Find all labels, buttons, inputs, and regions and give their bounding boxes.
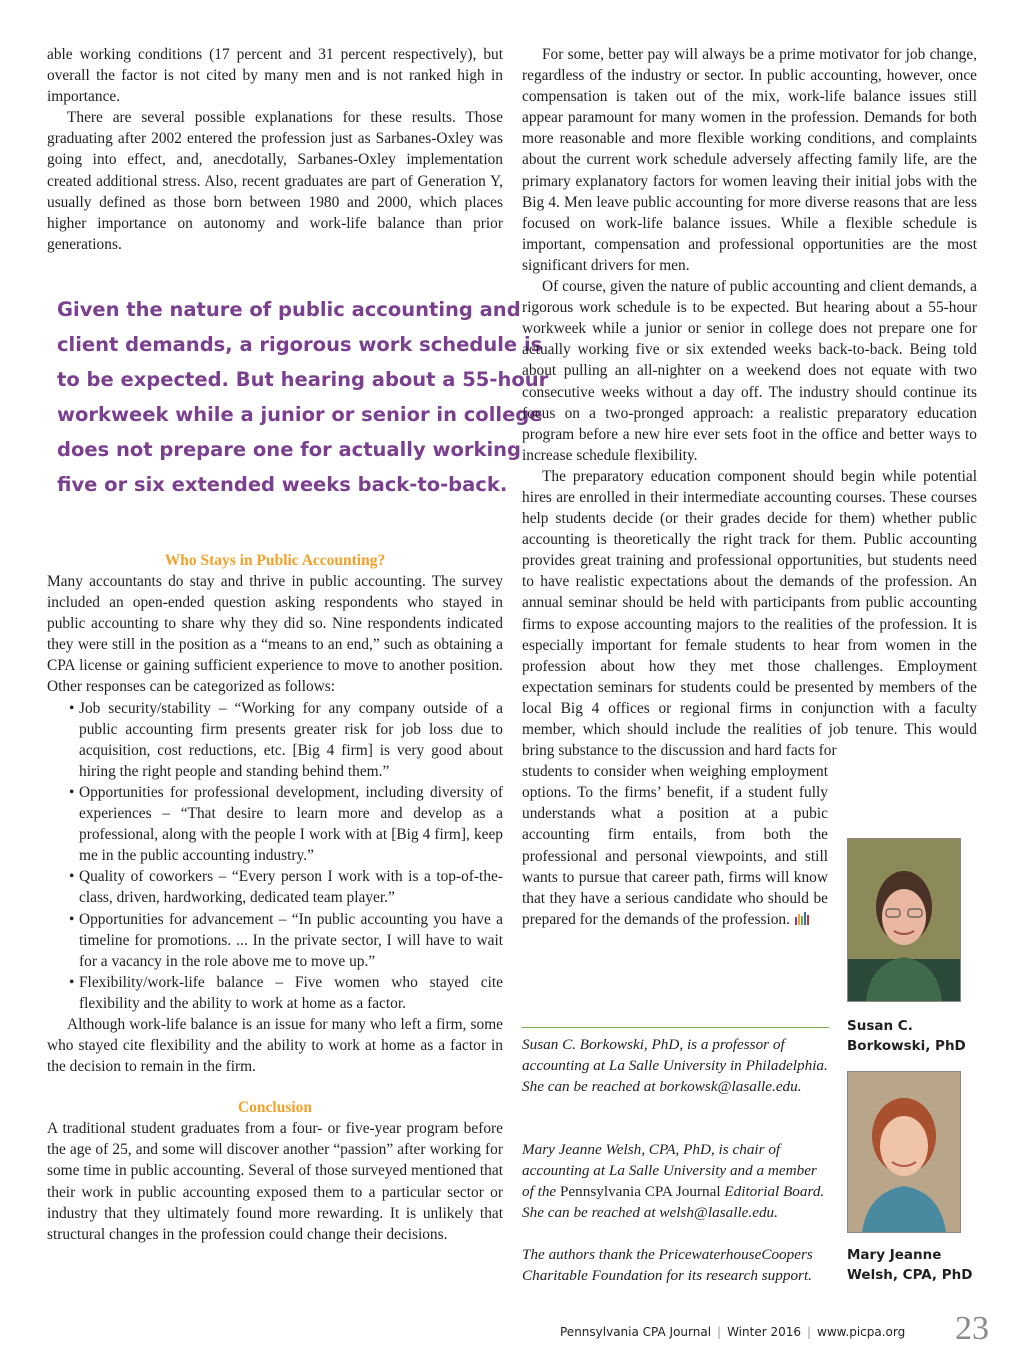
paragraph: Although work-life balance is an issue for many who left a firm, some who stayed cite flexibility and the ability to work at home as a factor in the decision to remain in the firm. — [47, 1015, 503, 1076]
portrait-icon — [848, 839, 960, 1001]
paragraph-wrapped — [522, 761, 828, 930]
list-item: • Job security/stability – “Working for any company outside of a public accounting firm presents greater risk for job loss due to acquisition, cost reductions, etc. [Big 4 firm] is very good about hiring the right people and standing behind them.” — [47, 698, 503, 782]
paragraph: For some, better pay will always be a prime motivator for job change, regardless of the industry or sector. In public accounting, however, once compensation is taken out of the mix, work-life balance issues still appear paramount for many women in the profession. Demands for both more reasonable and more flexible working conditions, and complaints about the current work schedule adversely affecting family life, are the primary explanatory factors for women leaving their initial jobs with the Big 4. Men leave public accounting for more diverse reasons that are less focused on work-life balance issues. While a flexible schedule is important, compensation and professional opportunities are the most significant drivers for men. — [522, 46, 977, 274]
bio-borkowski: Susan C. Borkowski, PhD, is a professor of accounting at La Salle University in Philadelphia. She can be reached at borkowsk@lasalle.edu. — [522, 1036, 828, 1096]
author-photo-borkowski — [847, 838, 961, 1002]
bio-welsh-text: Mary Jeanne Welsh, CPA, PhD, is chair of accounting at La Salle University and a member of the — [522, 1141, 817, 1201]
bio-divider — [522, 1027, 829, 1028]
right-column — [522, 44, 977, 930]
pull-quote-line: client demands, a rigorous work schedule is — [57, 333, 543, 356]
left-column-lower — [47, 551, 503, 1245]
page-number: 23 — [955, 1310, 989, 1347]
list-item: • Flexibility/work-life balance – Five women who stayed cite flexibility and the ability to work at home as a factor. — [47, 972, 503, 1014]
author-photo-welsh — [847, 1071, 961, 1233]
paragraph: able working conditions (17 percent and 31 percent respectively), but overall the factor is not cited by many men and is not ranked high in importance. — [47, 46, 503, 106]
pull-quote — [57, 292, 549, 502]
pull-quote-line: does not prepare one for actually working — [57, 438, 521, 461]
footer-journal: Pennsylvania CPA Journal — [560, 1325, 712, 1339]
paragraph: There are several possible explanations for these results. Those graduating after 2002 entered the profession just as Sarbanes-Oxley was going into effect, and, anecdotally, Sarbanes-Oxley implementation created additional stress. Also, recent graduates are part of Generation Y, usually defined as those born between 1980 and 2000, which places higher importance on autonomy and work-life balance than prior generations. — [47, 109, 503, 253]
section-heading-conclusion: Conclusion — [237, 1099, 313, 1117]
list-item: • Quality of coworkers – “Every person I work with is a top-of-the-class, driven, hardworking, dedicated team player.” — [47, 866, 503, 908]
paragraph: A traditional student graduates from a four- or five-year program before the age of 25, and some will discover another “passion” after working for some time in public accounting. Several of those surveyed mentioned that their work in public accounting exposed them to a particular sector or industry that they ultimately found more rewarding. It is unlikely that structural changes in the profession could change their decisions. — [47, 1120, 503, 1243]
paragraph: The preparatory education component should begin while potential hires are enrolled in their intermediate accounting courses. These courses help students decide (or their grades decide for them) whether public accounting is theoretically the right track for them. Public accounting provides great training and professional opportunities, but students need to have realistic expectations about the demands of the profession. An annual seminar should be held with participants from public accounting firms to expose accounting majors to the realities of the profession. It is especially important for female students to hear from women in the profession about how they met those challenges. Employment expectation seminars for students could be presented by members of the local Big 4 offices or regional firms in conjunction with a faculty member, which should include the realities of job tenure. This would bring substance to the discussion and hard facts for — [522, 467, 977, 760]
list-item: • Opportunities for advancement – “In public accounting you have a timeline for promotions. ... In the private sector, I will have to wait for a vacancy in the role above me to move up.” — [47, 909, 503, 972]
photo-caption-welsh: Mary Jeanne Welsh, CPA, PhD — [847, 1247, 973, 1283]
wrap-text: students to consider when weighing employment options. To the firms’ benefit, if a student fully understands what a position at a pubic accounting firm entails, from both the professional and personal viewpoints, and still wants to pursue that career path, firms will know that they have a serious candidate who should be prepared for the demands of the profession. — [522, 763, 828, 928]
footer-site-link[interactable]: www.picpa.org — [817, 1325, 906, 1339]
section-heading-who-stays: Who Stays in Public Accounting? — [164, 552, 386, 569]
bio-welsh-text: Editorial Board. She can be reached at welsh@lasalle.edu. — [522, 1183, 825, 1222]
list-item: • Opportunities for professional development, including diversity of experiences – “That desire to learn more and develop as a professional, along with the people I work with at [Big 4 firm], keep me in the public accounting industry.” — [47, 782, 503, 866]
photo-caption-borkowski: Susan C. Borkowski, PhD — [847, 1018, 966, 1054]
pull-quote-line: Given the nature of public accounting and — [57, 298, 521, 321]
pull-quote-line: to be expected. But hearing about a 55-hour — [57, 368, 549, 391]
journal-logo-icon — [794, 911, 810, 925]
page-footer: Pennsylvania CPA Journal | Winter 2016 | www.picpa.org — [560, 1325, 906, 1339]
reasons-list — [47, 698, 503, 1014]
paragraph: Of course, given the nature of public accounting and client demands, a rigorous work schedule is to be expected. But hearing about a 55-hour workweek while a junior or senior in college does not prepare one for actually working five or six extended weeks back-to-back. Being told about pulling an all-nighter on a weekend does not equate with two consecutive weeks without a day off. The industry should continue its focus on a two-pronged approach: a realistic preparatory education program before a new hire ever sets foot in the office and better ways to increase schedule flexibility. — [522, 278, 977, 464]
bio-welsh — [522, 1139, 832, 1223]
paragraph: Many accountants do stay and thrive in public accounting. The survey included an open-ended question asking respondents who stayed in public accounting to share why they did so. Nine respondents indicated they were still in the position as a “means to an end,” such as obtaining a CPA license or gaining sufficient experience to move to another position. Other responses can be categorized as follows: — [47, 573, 503, 696]
pull-quote-line: five or six extended weeks back-to-back. — [57, 473, 508, 496]
pull-quote-line: workweek while a junior or senior in college — [57, 403, 543, 426]
footer-issue: Winter 2016 — [727, 1325, 801, 1339]
portrait-icon — [848, 1072, 960, 1232]
acknowledgment: The authors thank the PricewaterhouseCoopers Charitable Foundation for its research support. — [522, 1246, 813, 1285]
journal-name: Pennsylvania CPA Journal — [559, 1183, 721, 1201]
left-column — [47, 44, 503, 255]
